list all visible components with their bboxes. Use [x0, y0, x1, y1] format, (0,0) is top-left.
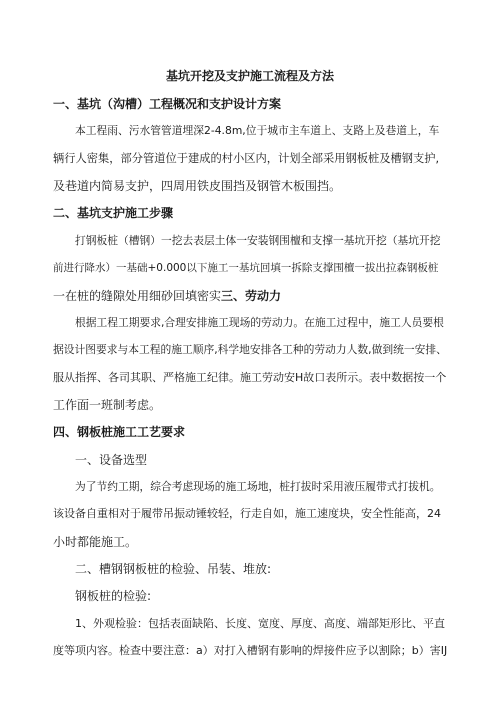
section-2-line: 前进行降水）一基础+0.000以下施工一基坑回填一拆除支撑围檀一拔出拉森钢板桩	[53, 262, 439, 274]
subsection-2-line: 1、外观检验：包括表面缺陷、长度、宽度、厚度、高度、端部矩形比、平直	[75, 617, 445, 630]
subsection-1-heading: 一、设备选型	[75, 453, 148, 467]
section-2-heading: 二、基坑支护施工步骤	[53, 206, 174, 220]
section-3-heading: 三、劳动力	[221, 289, 282, 303]
section-1-line: 本工程雨、污水管管道埋深2-4.8m,位于城市主车道上、支路上及巷道上，车	[75, 124, 440, 137]
section-2-line: 一在桩的缝隙处用细砂回填密实	[53, 289, 222, 303]
subsection-1-line: 该设备自重相对于履带吊振动锤较轻，行走自如，施工速度块，安全性能高，24	[53, 507, 441, 520]
subsection-1-line: 小时都能施工。	[53, 535, 138, 549]
subsection-2-heading: 二、槽钢钢板桩的检验、吊装、堆放:	[75, 562, 272, 576]
subsection-2-line: 度等项内容。检查中要注意：a）对打入槽钢有影响的焊接件应予以割除；b）害IJ	[53, 644, 448, 657]
subsection-1-line: 为了节约工期，综合考虑现场的施工场地，桩打拔时采用液压履带式打拔机。	[75, 480, 441, 493]
section-1-heading: 一、基坑（沟槽）工程概况和支护设计方案	[53, 97, 282, 111]
section-4-heading: 四、钢板桩施工工艺要求	[53, 425, 186, 439]
section-3-line: 根据工程工期要求,合理安排施工现场的劳动力。在施工过程中，施工人员要根	[75, 316, 444, 329]
section-1-line: 辆行人密集，部分管道位于建成的村小区内，计划全部采用钢板桩及槽钢支护,	[53, 152, 440, 165]
section-3-line: 服从指挥、各司其职、严格施工纪律。施工劳动安H故口表所示。表中数据按一个	[53, 371, 447, 384]
section-3-line: 工作面一班制考虑。	[53, 398, 162, 412]
section-3-line: 据设计图要求与本工程的施工顺序,科学地安排各工种的劳动力人数,做到统一安排、	[53, 343, 447, 356]
document-title: 基坑开挖及支护施工流程及方法	[165, 69, 334, 83]
section-2-line: 打钢板桩（槽钢）一挖去表层土体一安装钢围檀和支撑一基坑开挖（基坑开挖	[75, 234, 441, 247]
subsection-2-label: 钢板桩的检验:	[75, 589, 152, 603]
section-2-last-line	[53, 288, 281, 304]
section-1-line: 及巷道内简易支护，四周用铁皮围挡及钢管木板围挡。	[53, 179, 342, 193]
